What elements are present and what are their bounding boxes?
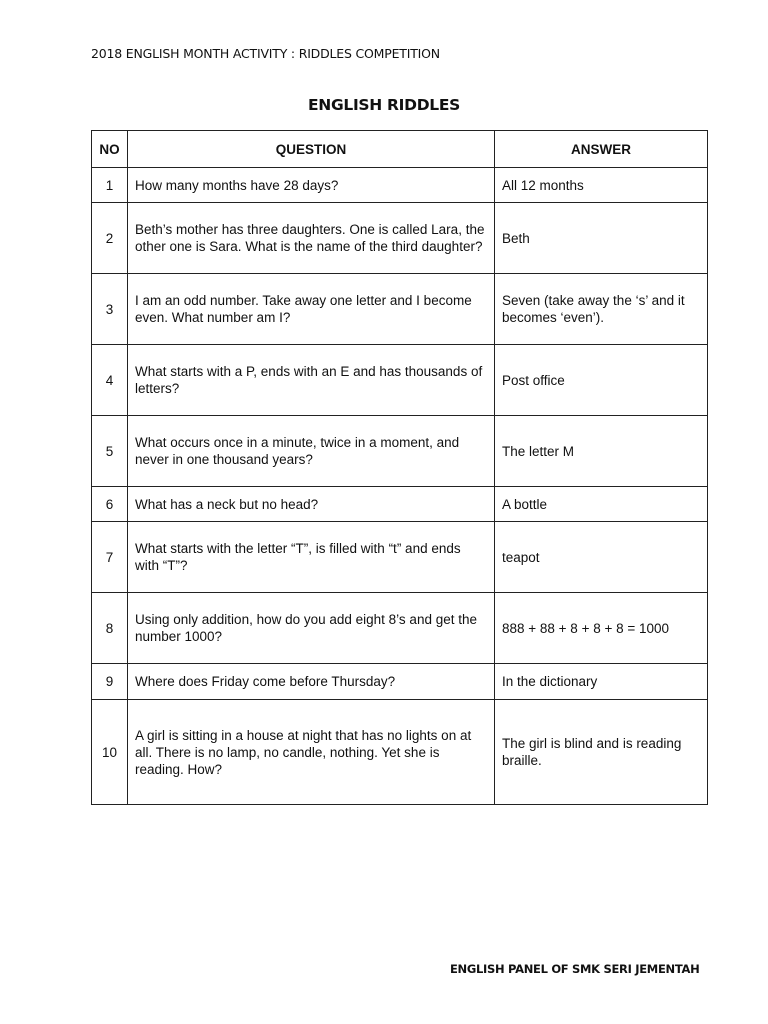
table-row: [92, 345, 708, 416]
question-cell: What starts with the letter “T”, is filled with “t” and ends with “T”?: [128, 522, 495, 593]
row-number: 2: [92, 203, 128, 274]
question-cell: A girl is sitting in a house at night that has no lights on at all. There is no lamp, no candle, nothing. Yet she is reading. How?: [128, 700, 495, 805]
table-header-row: [92, 131, 708, 168]
table-row: [92, 593, 708, 664]
row-number: 8: [92, 593, 128, 664]
question-cell: How many months have 28 days?: [128, 168, 495, 203]
answer-cell: A bottle: [495, 487, 708, 522]
answer-cell: 888 + 88 + 8 + 8 + 8 = 1000: [495, 593, 708, 664]
row-number: 4: [92, 345, 128, 416]
table-row: [92, 700, 708, 805]
row-number: 10: [92, 700, 128, 805]
question-cell: What has a neck but no head?: [128, 487, 495, 522]
table-row: [92, 168, 708, 203]
question-cell: Where does Friday come before Thursday?: [128, 664, 495, 700]
table-row: [92, 522, 708, 593]
answer-cell: teapot: [495, 522, 708, 593]
question-cell: What starts with a P, ends with an E and has thousands of letters?: [128, 345, 495, 416]
table-row: [92, 274, 708, 345]
row-number: 6: [92, 487, 128, 522]
answer-cell: The girl is blind and is reading braille.: [495, 700, 708, 805]
answer-cell: Beth: [495, 203, 708, 274]
table-row: [92, 203, 708, 274]
answer-cell: Post office: [495, 345, 708, 416]
answer-cell: In the dictionary: [495, 664, 708, 700]
document-header: 2018 ENGLISH MONTH ACTIVITY : RIDDLES COMPETITION: [91, 46, 440, 61]
table-row: [92, 416, 708, 487]
document-footer: ENGLISH PANEL OF SMK SERI JEMENTAH: [450, 962, 700, 976]
row-number: 1: [92, 168, 128, 203]
page-title: ENGLISH RIDDLES: [307, 96, 461, 114]
row-number: 7: [92, 522, 128, 593]
row-number: 3: [92, 274, 128, 345]
answer-cell: Seven (take away the ‘s’ and it becomes ‘even’).: [495, 274, 708, 345]
question-cell: What occurs once in a minute, twice in a moment, and never in one thousand years?: [128, 416, 495, 487]
question-cell: Using only addition, how do you add eight 8’s and get the number 1000?: [128, 593, 495, 664]
column-header-answer: ANSWER: [495, 131, 708, 168]
question-cell: I am an odd number. Take away one letter and I become even. What number am I?: [128, 274, 495, 345]
column-header-no: NO: [92, 131, 128, 168]
table-row: [92, 664, 708, 700]
column-header-question: QUESTION: [128, 131, 495, 168]
answer-cell: The letter M: [495, 416, 708, 487]
question-cell: Beth’s mother has three daughters. One is called Lara, the other one is Sara. What is the name of the third daughter?: [128, 203, 495, 274]
row-number: 5: [92, 416, 128, 487]
riddles-table: [91, 130, 708, 805]
answer-cell: All 12 months: [495, 168, 708, 203]
row-number: 9: [92, 664, 128, 700]
table-row: [92, 487, 708, 522]
